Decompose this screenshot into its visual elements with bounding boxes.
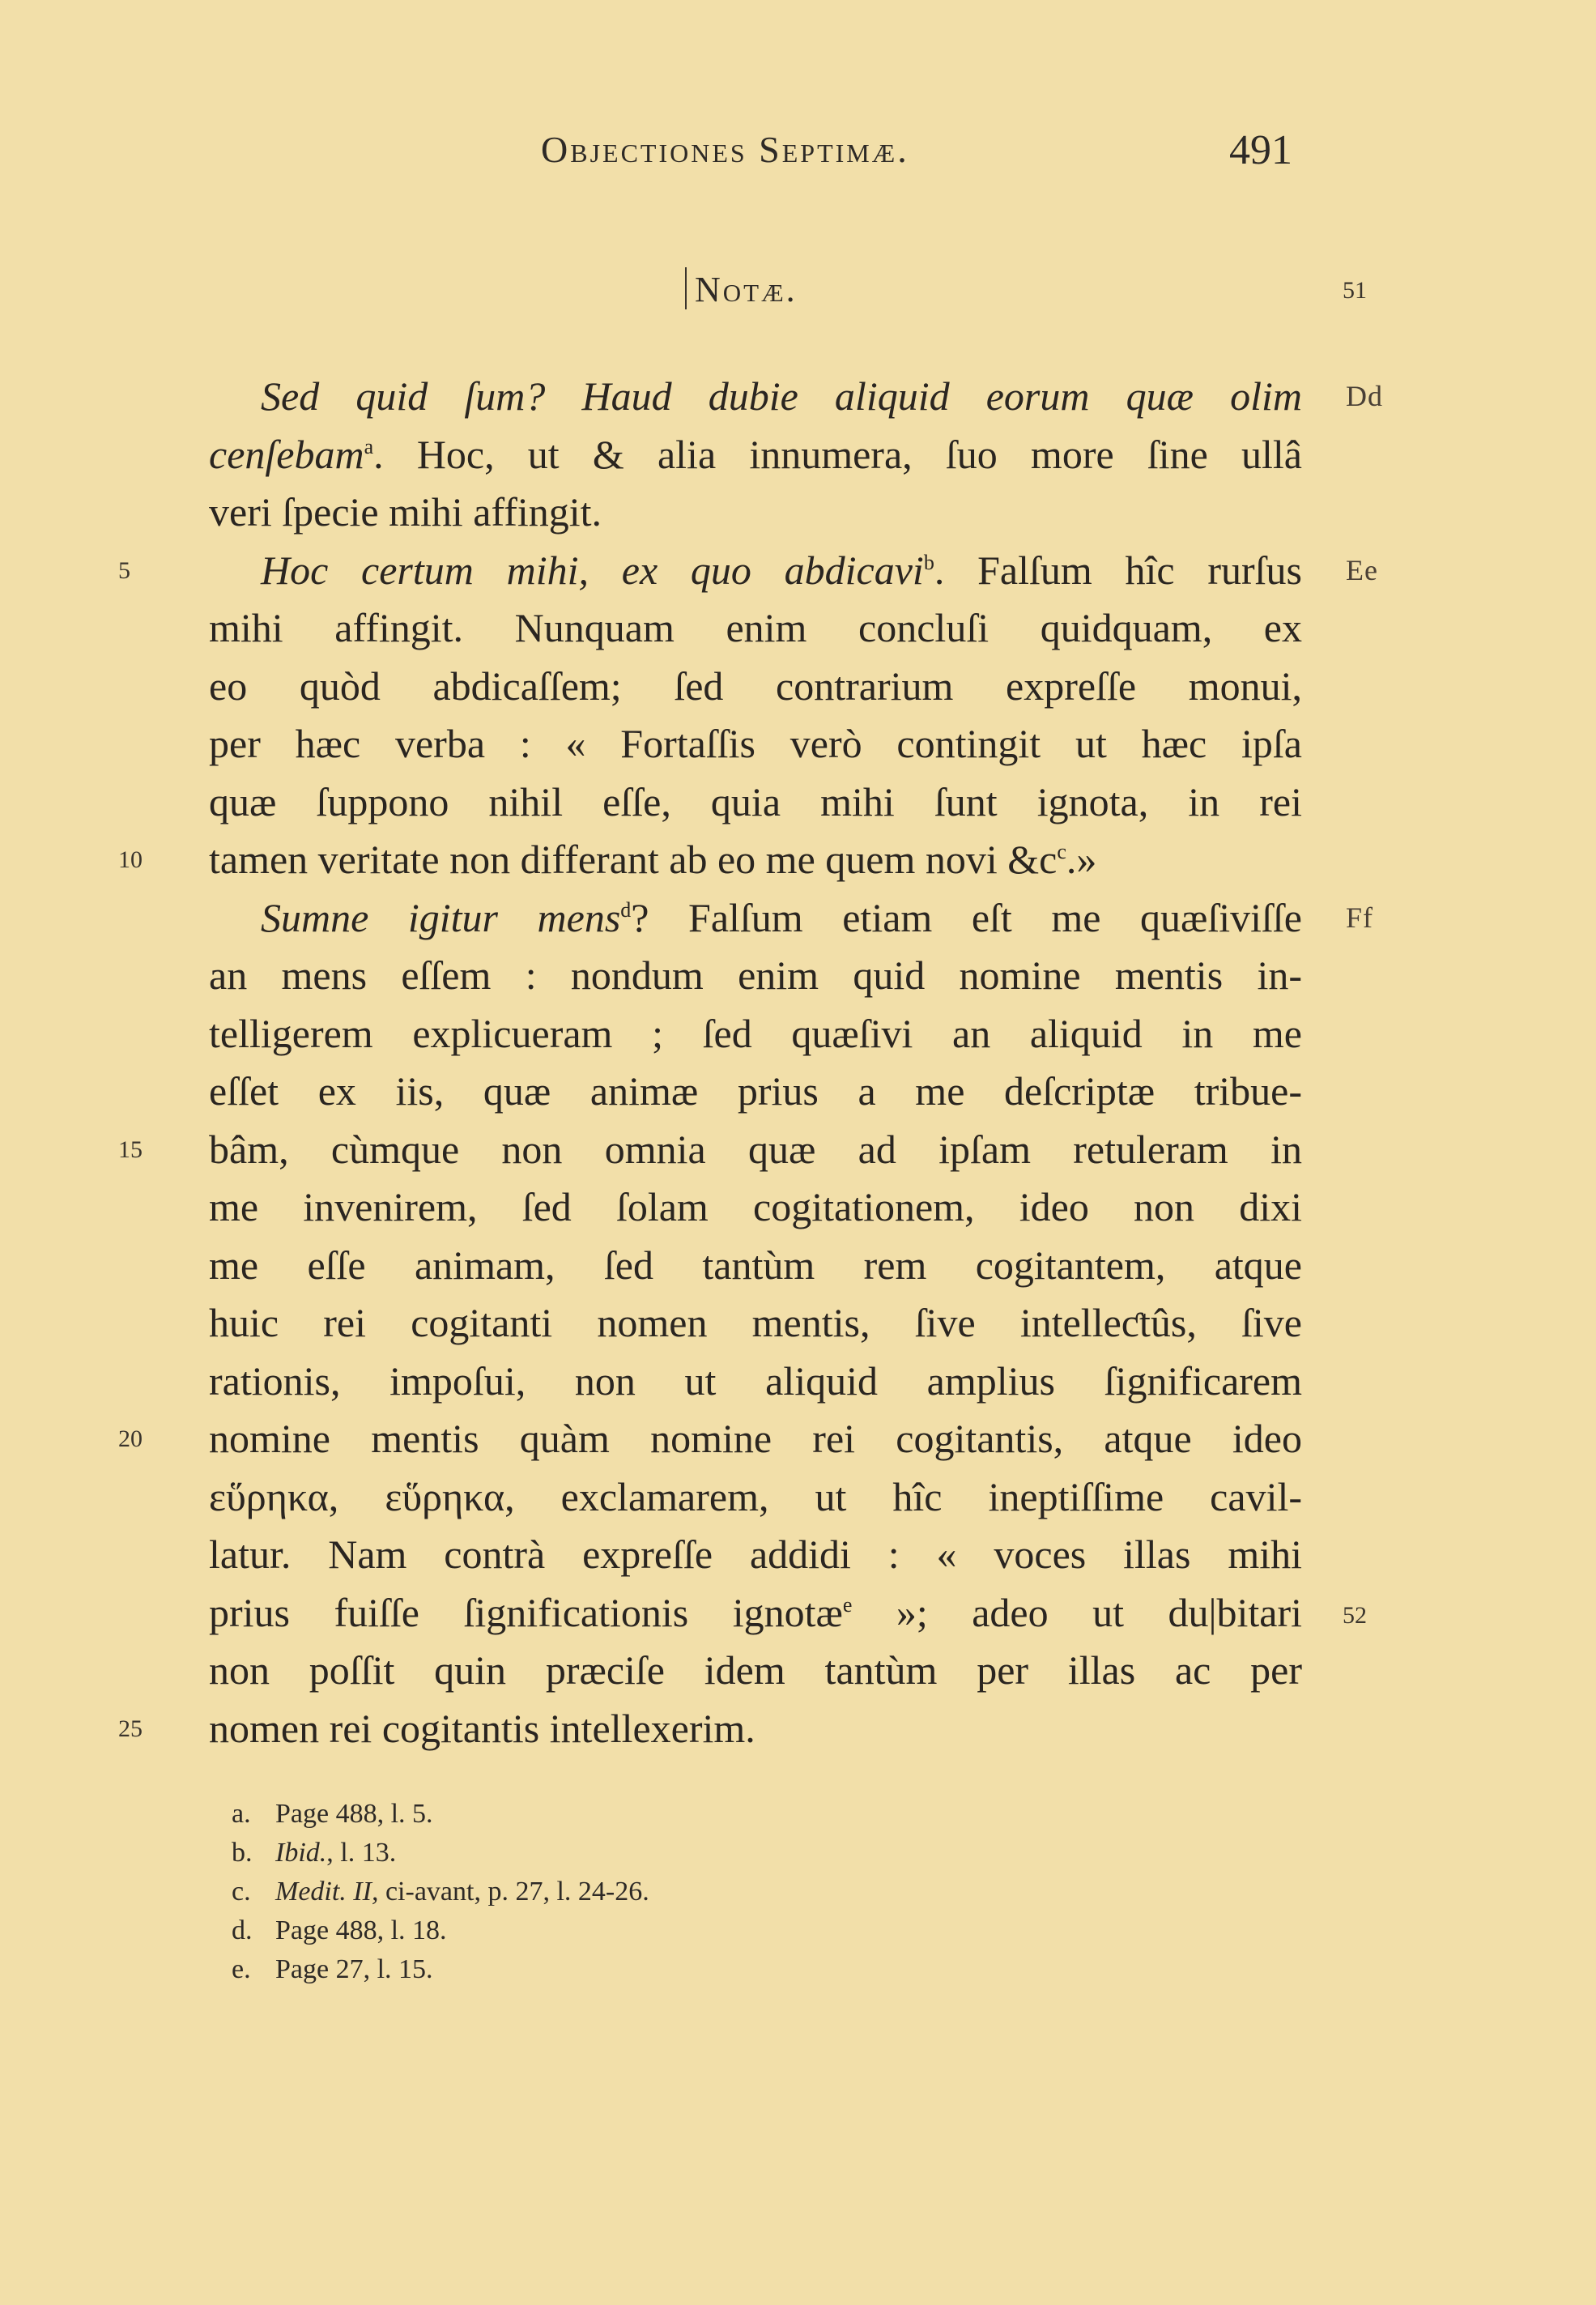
text-span: eſſet ex iis, quæ animæ prius a me deſcriptæ tribue- — [209, 1068, 1302, 1114]
text-line — [118, 542, 1378, 600]
note-reference: d — [620, 897, 632, 922]
text-line — [209, 1237, 1302, 1295]
text-line — [209, 599, 1302, 658]
line-number: 15 — [118, 1135, 143, 1163]
text-span: per hæc verba : « Fortaſſis verò contingit ut hæc ipſa — [209, 721, 1302, 766]
text-span: me eſſe animam, ſed tantùm rem cogitantem, atque — [209, 1242, 1302, 1288]
line-number: 25 — [118, 1715, 143, 1742]
text-span: non poſſit quin præciſe idem tantùm per illas ac per — [209, 1647, 1302, 1693]
text-line — [209, 773, 1302, 832]
text-span: an mens eſſem : nondum enim quid nomine mentis in- — [209, 952, 1302, 998]
notae-heading-text: Notæ. — [695, 270, 798, 309]
margin-sigla: Ee — [1346, 553, 1378, 586]
footnote — [232, 1795, 649, 1834]
notae-heading — [685, 267, 798, 310]
margin-sigla: Ff — [1346, 901, 1374, 934]
text-span: . Falſum hîc rurſus — [934, 547, 1302, 593]
text-line — [209, 1353, 1302, 1411]
text-span: huic rei cogitanti nomen mentis, ſive intelleƈtûs, ſive — [209, 1300, 1302, 1345]
text-line — [209, 368, 1383, 426]
line-number: 20 — [118, 1425, 143, 1452]
text-span: telligerem explicueram ; ſed quæſivi an aliquid in me — [209, 1010, 1302, 1056]
text-line — [209, 947, 1302, 1005]
text-line — [209, 1526, 1302, 1584]
text-span: eo quòd abdicaſſem; ſed contrarium expreſſe monui, — [209, 663, 1302, 709]
text-span: ? Falſum etiam eſt me quæſiviſſe — [631, 894, 1302, 940]
footnote-text: , l. 13. — [326, 1838, 397, 1868]
running-head: Objectiones Septimæ. — [541, 129, 909, 170]
text-line — [209, 1294, 1302, 1353]
note-reference: e — [842, 1592, 853, 1617]
text-span: latur. Nam contrà expreſſe addidi : « voces illas mihi — [209, 1532, 1302, 1577]
text-span: Hoc certum mihi, ex quo abdicavi — [261, 547, 924, 593]
footnote — [232, 1950, 649, 1989]
text-span: Sed quid ſum? Haud dubie aliquid eorum quæ olim — [261, 373, 1302, 419]
footnote-text: Page 488, l. 5. — [275, 1799, 433, 1829]
text-span: mihi affingit. Nunquam enim concluſi quidquam, ex — [209, 605, 1302, 650]
marginal-number-bottom: 52 — [1343, 1602, 1367, 1629]
text-span: nomine mentis quàm nomine rei cogitantis, atque ideo — [209, 1416, 1302, 1461]
margin-sigla: Dd — [1346, 380, 1383, 412]
text-span: bâm, cùmque non omnia quæ ad ipſam retuleram in — [209, 1126, 1302, 1172]
text-line — [209, 426, 1302, 484]
footnote — [232, 1834, 649, 1873]
text-line — [209, 1063, 1302, 1121]
footnote-text: ci-avant, p. 27, l. 24-26. — [378, 1877, 649, 1907]
text-span: rationis, impoſui, non ut aliquid amplius ſignificarem — [209, 1357, 1302, 1404]
note-reference: a — [364, 434, 374, 458]
text-span: veri ſpecie mihi affingit. — [209, 489, 602, 535]
footnote-text: Ibid. — [275, 1838, 327, 1868]
marginal-number-top: 51 — [1343, 277, 1367, 304]
text-span: nomen rei cogitantis intellexerim. — [209, 1705, 755, 1751]
text-line — [209, 715, 1302, 773]
text-span: tamen veritate non differant ab eo me quem novi &c — [209, 837, 1058, 882]
footnotes — [232, 1795, 649, 1989]
page-break-bar — [685, 267, 687, 309]
text-line — [209, 1642, 1302, 1700]
text-line — [118, 831, 1302, 889]
line-number: 10 — [118, 846, 143, 873]
text-span: . Hoc, ut & alia innumera, ſuo more ſine ullâ — [373, 431, 1302, 477]
footnote-letter: d. — [232, 1915, 253, 1945]
footnote — [232, 1873, 649, 1911]
text-line — [118, 1410, 1302, 1468]
text-line — [209, 1584, 1302, 1642]
footnote-text: Page 488, l. 18. — [275, 1915, 447, 1945]
footnote-letter: c. — [232, 1877, 251, 1907]
text-line — [209, 1005, 1302, 1063]
text-span: εὕρηκα, εὕρηκα, exclamarem, ut hîc ineptiſſime cavil- — [209, 1473, 1302, 1519]
text-span: »; adeo ut du|bitari — [852, 1589, 1302, 1635]
footnote-letter: a. — [232, 1799, 251, 1829]
text-line — [209, 658, 1302, 716]
text-line — [209, 1178, 1302, 1237]
text-line — [118, 1700, 1302, 1758]
text-span: Sumne igitur mens — [261, 894, 621, 940]
footnote-letter: e. — [232, 1954, 251, 1984]
text-span: quæ ſuppono nihil eſſe, quia mihi ſunt ignota, in rei — [209, 778, 1302, 824]
text-span: .» — [1066, 837, 1097, 882]
text-line — [209, 889, 1374, 948]
text-line — [209, 1468, 1302, 1527]
footnote — [232, 1911, 649, 1950]
text-span: me invenirem, ſed ſolam cogitationem, ideo non dixi — [209, 1184, 1302, 1229]
footnote-text: Medit. II, — [275, 1877, 379, 1907]
footnote-letter: b. — [232, 1838, 253, 1868]
text-line — [118, 1121, 1302, 1179]
text-line — [209, 484, 1302, 542]
text-span: cenſebam — [209, 431, 364, 477]
note-reference: b — [923, 550, 934, 574]
page-number: 491 — [1229, 127, 1292, 173]
text-span: prius fuiſſe ſignificationis ignotæ — [209, 1589, 843, 1635]
note-reference: c — [1057, 840, 1066, 863]
footnote-text: Page 27, l. 15. — [275, 1954, 433, 1984]
line-number: 5 — [118, 556, 130, 584]
